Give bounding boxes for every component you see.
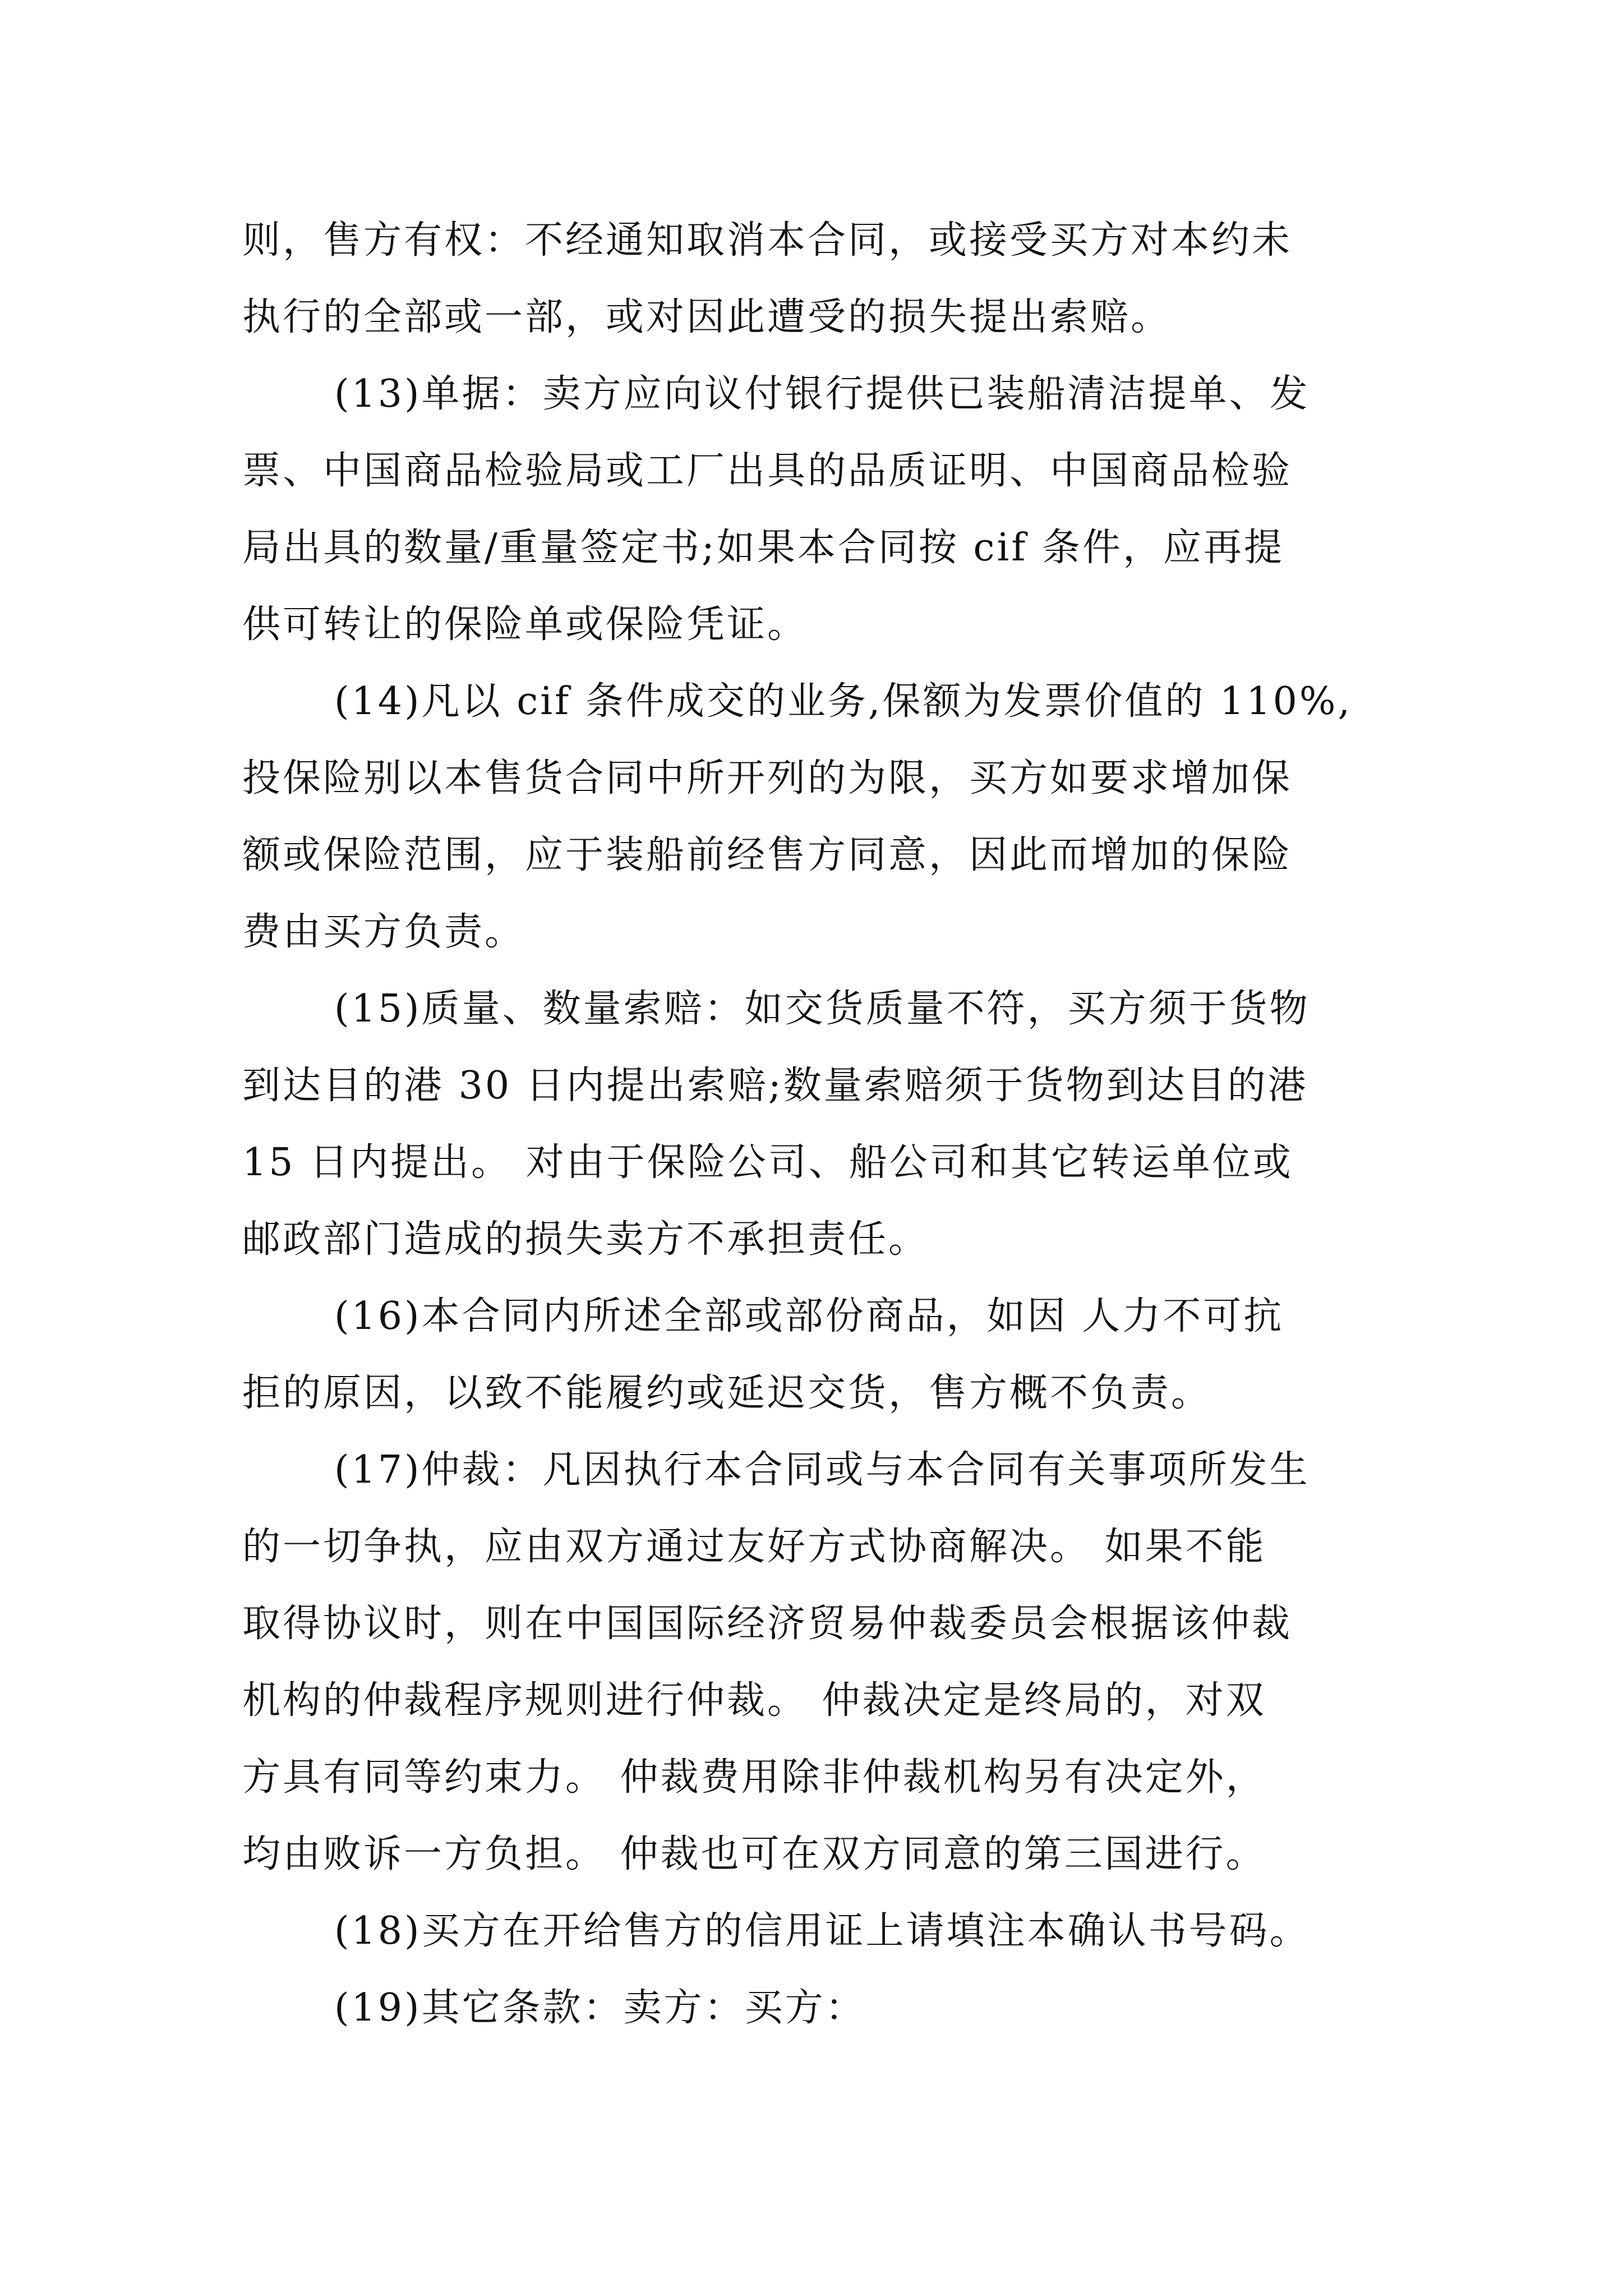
text-line: 方具有同等约束力。 仲裁费用除非仲裁机构另有决定外， <box>242 1755 1266 1800</box>
text-line: 额或保险范围，应于装船前经售方同意，因此而增加的保险 <box>242 833 1293 877</box>
text-line: 执行的全部或一部，或对因此遭受的损失提出索赔。 <box>242 295 1172 339</box>
contract-text <box>242 202 1442 2046</box>
text-line: 投保险别以本售货合同中所开列的为限，买方如要求增加保 <box>242 756 1293 800</box>
clause-15-start: (15)质量、数量索赔：如交货质量不符，买方须于货物 <box>334 987 1310 1031</box>
text-line: 供可转让的保险单或保险凭证。 <box>242 602 808 647</box>
text-line: 到达目的港 30 日内提出索赔;数量索赔须于货物到达目的港 <box>242 1064 1308 1108</box>
text-line: 均由败诉一方负担。 仲裁也可在双方同意的第三国进行。 <box>242 1832 1266 1876</box>
text-line: 机构的仲裁程序规则进行仲裁。 仲裁决定是终局的，对双 <box>242 1678 1266 1723</box>
clause-19: (19)其它条款：卖方：买方： <box>334 1986 866 2030</box>
text-line: 15 日内提出。 对由于保险公司、船公司和其它转运单位或 <box>242 1140 1293 1185</box>
text-line: 费由买方负责。 <box>242 910 525 954</box>
clause-14-start: (14)凡以 cif 条件成交的业务,保额为发票价值的 110%, <box>334 679 1353 724</box>
text-line: 邮政部门造成的损失卖方不承担责任。 <box>242 1217 929 1262</box>
text-line: 取得协议时，则在中国国际经济贸易仲裁委员会根据该仲裁 <box>242 1602 1293 1646</box>
text-line: 票、中国商品检验局或工厂出具的品质证明、中国商品检验 <box>242 449 1293 493</box>
clause-16-start: (16)本合同内所述全部或部份商品，如因 人力不可抗 <box>334 1294 1284 1338</box>
text-line: 的一切争执，应由双方通过友好方式协商解决。 如果不能 <box>242 1525 1266 1569</box>
text-line: 拒的原因，以致不能履约或延迟交货，售方概不负责。 <box>242 1371 1212 1415</box>
clause-18: (18)买方在开给售方的信用证上请填注本确认书号码。 <box>334 1909 1310 1953</box>
text-line: 则，售方有权：不经通知取消本合同，或接受买方对本约未 <box>242 218 1293 263</box>
text-line: 局出具的数量/重量签定书;如果本合同按 cif 条件，应再提 <box>242 526 1285 570</box>
clause-17-start: (17)仲裁：凡因执行本合同或与本合同有关事项所发生 <box>334 1448 1310 1492</box>
clause-13-start: (13)单据：卖方应向议付银行提供已装船清洁提单、发 <box>334 372 1310 416</box>
